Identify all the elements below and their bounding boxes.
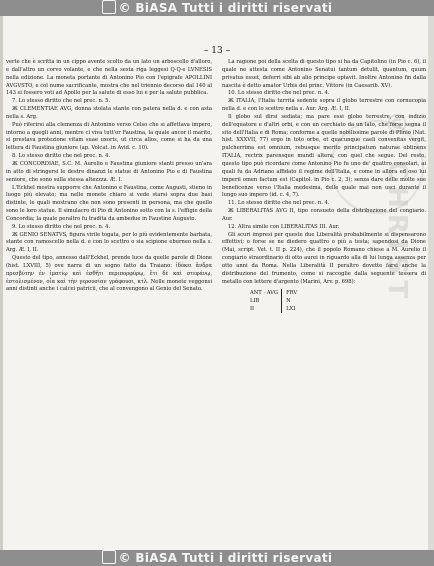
tessera-right bbox=[281, 289, 297, 313]
paragraph: Ж ITALIA, l'Italia turrita sedente sopra il globo terrestre con cornucopia nella d. e con lo scettro nella s. Aur. Arg. Æ. I, II. bbox=[222, 98, 426, 113]
biasa-logo-icon bbox=[102, 0, 116, 14]
biasa-logo-icon bbox=[102, 550, 116, 564]
tessera-line: LIB bbox=[250, 298, 260, 305]
left-column bbox=[6, 59, 212, 294]
paragraph: La ragione poi della scelta di questo tipo si ha da Capitolino (in Pio c. 6), il quale ne attesta come Antonino Senatui tantum detulit, quantum, quum privatus esset, deferri sibi ab alio principe optavit. Inoltre Antonino fin dalla nascita è detto amator Urbis del princ. Vittore (in Caesarib. XV). bbox=[222, 59, 426, 89]
tessera-left bbox=[250, 289, 278, 313]
paragraph: 9. Lo stesso diritto che nel prec. n. 4. bbox=[12, 223, 111, 230]
page-edge bbox=[428, 16, 434, 550]
side-watermark: © CHRIST bbox=[382, 110, 412, 305]
paragraph: 8. Lo stesso diritto che nel prec. n. 4. bbox=[12, 153, 111, 160]
paragraph: 7. Lo stesso diritto che nel prec. n. 5. bbox=[12, 98, 111, 105]
paragraph: 10. Lo stesso diritto che nel prec. n. 4. bbox=[228, 90, 330, 97]
paragraph: Gli scuri impresi per queste due Liberalità probabilmente si dispensarono effettivi; o forse se ne diedero quattro o più a testa; sapendosi da Dione (Mai, script. Vet. t. II p. 224), che il popolo Romano chiese a M. Aurelio il congiario straordinario di otto aurei in riguardo alla di lui lunga assenza per otto anni da Roma. Nella Liberalità II peraltro dovette farsi anche la distribuzione del frumento, come si raccoglie dalla seguente tessera di metallo con lettere d'argento (Marini, Arv. p. 698): bbox=[222, 231, 426, 285]
watermark-band-top bbox=[0, 0, 434, 16]
paragraph: L'Eckhel mostra supporre che Antonino e Faustina, come Augusti, stieno in luogo più elevato; ma nelle monete chiaro si vede starsi sopra due basi distinte, le quali mostrano che non sono presenti in persona, ma che quello sono le loro statue. Il simulacro di Pio di Antonino sotto con la s. l'effigie della Concordia; la quale peraltro fu tradita da ambedue in Faustine Augusto. bbox=[6, 184, 212, 222]
paragraph: 12. Altra simile con LIBERALITAS III. Aur. bbox=[228, 223, 340, 230]
watermark-text-bottom: © BiASA Tutti i diritti riservati bbox=[118, 551, 333, 565]
tessera-line: LXI bbox=[286, 306, 296, 313]
right-column bbox=[222, 59, 426, 313]
page-number: – 13 – bbox=[203, 46, 231, 56]
paragraph: Ж GENIO SENATVS, figura virile togata, per lo più evidentemente barbata, stante con ramoscello nella d. e con lo scettro o sia scipione eburneo nella s. Arg. Æ. I, II. bbox=[6, 231, 212, 254]
paragraph: Questo del tipo, annesso dall'Eckhel, prende luce da quelle parole di Dione (hist. LXVIII, 5) ove narra di un sogno fatto da Traiano: ἰδόκει ἄνδρα πρεσβύτην ἐν ἱματίῳ καὶ ἐσθῆτι περιπορφύρῳ, ἔτι δὲ καὶ στεφάνῳ, ἐστολισμένον, οἷα καὶ τὴν γερουσίαν γράφουσι, κτλ. Nelle monete veggonsi anni distinti anche i calcei patricii, che al convengono al Genio del Senato. bbox=[6, 255, 212, 293]
paragraph: Ж LIBERALITAS AVG II, tipo consueto della distribuzione del congiario. Aur. bbox=[222, 208, 426, 222]
paragraph: 11. Lo stesso diritto che nel prec. n. 4. bbox=[228, 200, 330, 207]
tessera-inscription bbox=[250, 289, 426, 313]
watermark-band-bottom bbox=[0, 550, 434, 566]
tessera-line: ANT · AVG bbox=[250, 290, 279, 297]
tessera-line: II bbox=[250, 306, 255, 313]
paragraph: Ж CLEMENTIAE AVG, donna stolata stante con patera nella d. e con asta nella s. Arg. bbox=[6, 106, 212, 120]
paragraph: Il globo sul dirsi sediata; ma pare essi globo terrestre, con indizio dell'equatore e d'altri orbi, e con un cerchiato da un lato, che forse segna il sito dell'Italia e di Roma; conforme a quelle nobilissime parole di Plinio (Nat. hist. XXXVII, 77) ergo in toto orbe, et quacunque caeli convexitas vergit, pulcherrima est omnium, rebusque merito principatum naturae obtinens ITALIA, rectrix parensque mundi altera, con quel che segue. Del resto, questo tipo può ricordare come Antonino Pio fu uno de' quattro consolari, ai quali fu da Adriano affidato il regime dell'Italia, e come in allora ed oso lui imperii omen factum est (Capitol. in Pio c. 2, 3); senza dare delle molte sue beneficenze verso l'Italia medesima, delle quale mai non usci durante il lungo suo impero (id. c. 4, 7). bbox=[222, 113, 426, 199]
paragraph: Può riferirsi alla clemenza di Antonino verso Celso che si affettava impero, intorno a quegli anni, mentre ci viva tutt'or Faustina, la quale ancor il marito, si prestava protezione vitam suae uxoris, ut circa alios, come si ha da una lettera di Faustina giuniore (ap. Volcat. in Avid. c. 10). bbox=[6, 121, 212, 152]
paragraph: Ж CONCORDIAE, S.C. M. Aurelio e Faustina giuniore stanti presso un'ara in atto di stringersi le destre dinanzi le statue di Antonino Pio e di Faustina seniore, che sono sulla stessa altezzza. Æ. I. bbox=[6, 160, 212, 183]
paragraph: verte che è scritta in un cippo avente scolto da un lato un arboscello d'alloro, e dall'altro un corvo volante, e che nella sesta riga leggesi Q·Q·e LVNESIS nella edizione. La moneta portante di Antonino Pio con l'epigrafe APOLLINI AVGVSTO, e col nume sacrificante, mostra che nel triennio decorso dal 140 al 143 si fossero voti ad Apollo per la salute di esso lui e per la salute pubblica. bbox=[6, 59, 212, 97]
watermark-text-top: © BiASA Tutti i diritti riservati bbox=[118, 1, 333, 15]
page-shadow bbox=[0, 16, 3, 550]
tessera-line: N bbox=[286, 298, 291, 305]
tessera-line: FRV bbox=[286, 290, 298, 297]
